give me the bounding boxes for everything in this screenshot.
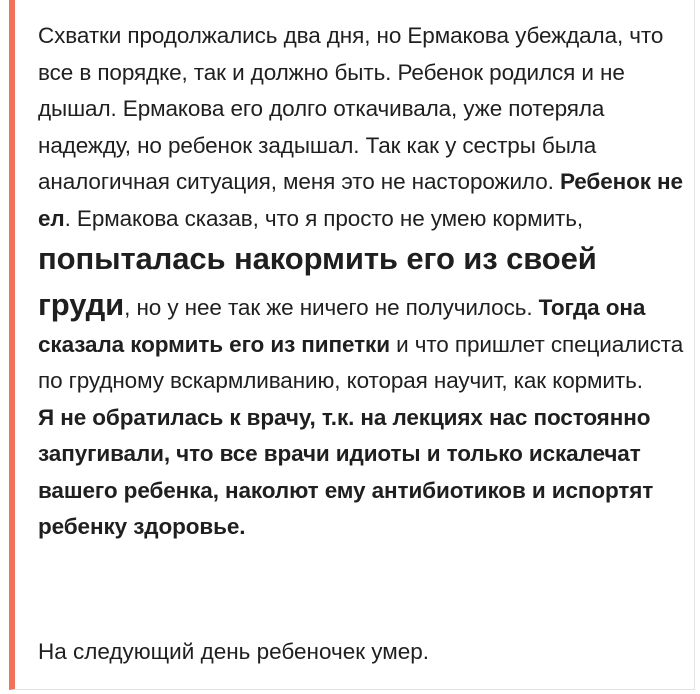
quote-card <box>9 0 695 690</box>
big-bold-phrase-2: груди <box>38 287 125 322</box>
paragraph-1-text: Схватки продолжались два дня, но Ермакова убеждала, что все в порядке, так и должно быть. Ребенок родился и не дышал. Ермакова его долго откачивала, уже потеряла надежду, но ребенок задышал. Так как у сестры была аналогичная ситуация, меня это не насторожило. <box>38 23 664 194</box>
quote-body <box>38 18 686 546</box>
bold-phrase-pipette: Тогда она сказала кормить его из пипетки <box>38 295 646 357</box>
paragraph-1-text-cont: . Ермакова сказав, что я просто не умею кормить, <box>64 205 584 231</box>
paragraph-1-text-after-big: , но у нее так же ничего не получилось. <box>124 295 539 320</box>
big-bold-phrase-1: попыталась накормить его из своей <box>38 241 597 276</box>
final-paragraph: На следующий день ребеночек умер. <box>38 639 430 664</box>
bold-paragraph-doctors: Я не обратилась к врачу, т.к. на лекциях нас постоянно запугивали, что все врачи идиоты и только искалечат вашего ребенка, наколют ему антибиотиков и испортят ребенку здоровье. <box>38 404 654 539</box>
big-bold-line <box>38 237 686 287</box>
bold-phrase-baby-not-eating: Ребенок не ел <box>38 169 683 231</box>
paragraph-1-text-end: и что пришлет специалиста по грудному вскармливанию, которая научит, как кормить. <box>38 331 684 393</box>
